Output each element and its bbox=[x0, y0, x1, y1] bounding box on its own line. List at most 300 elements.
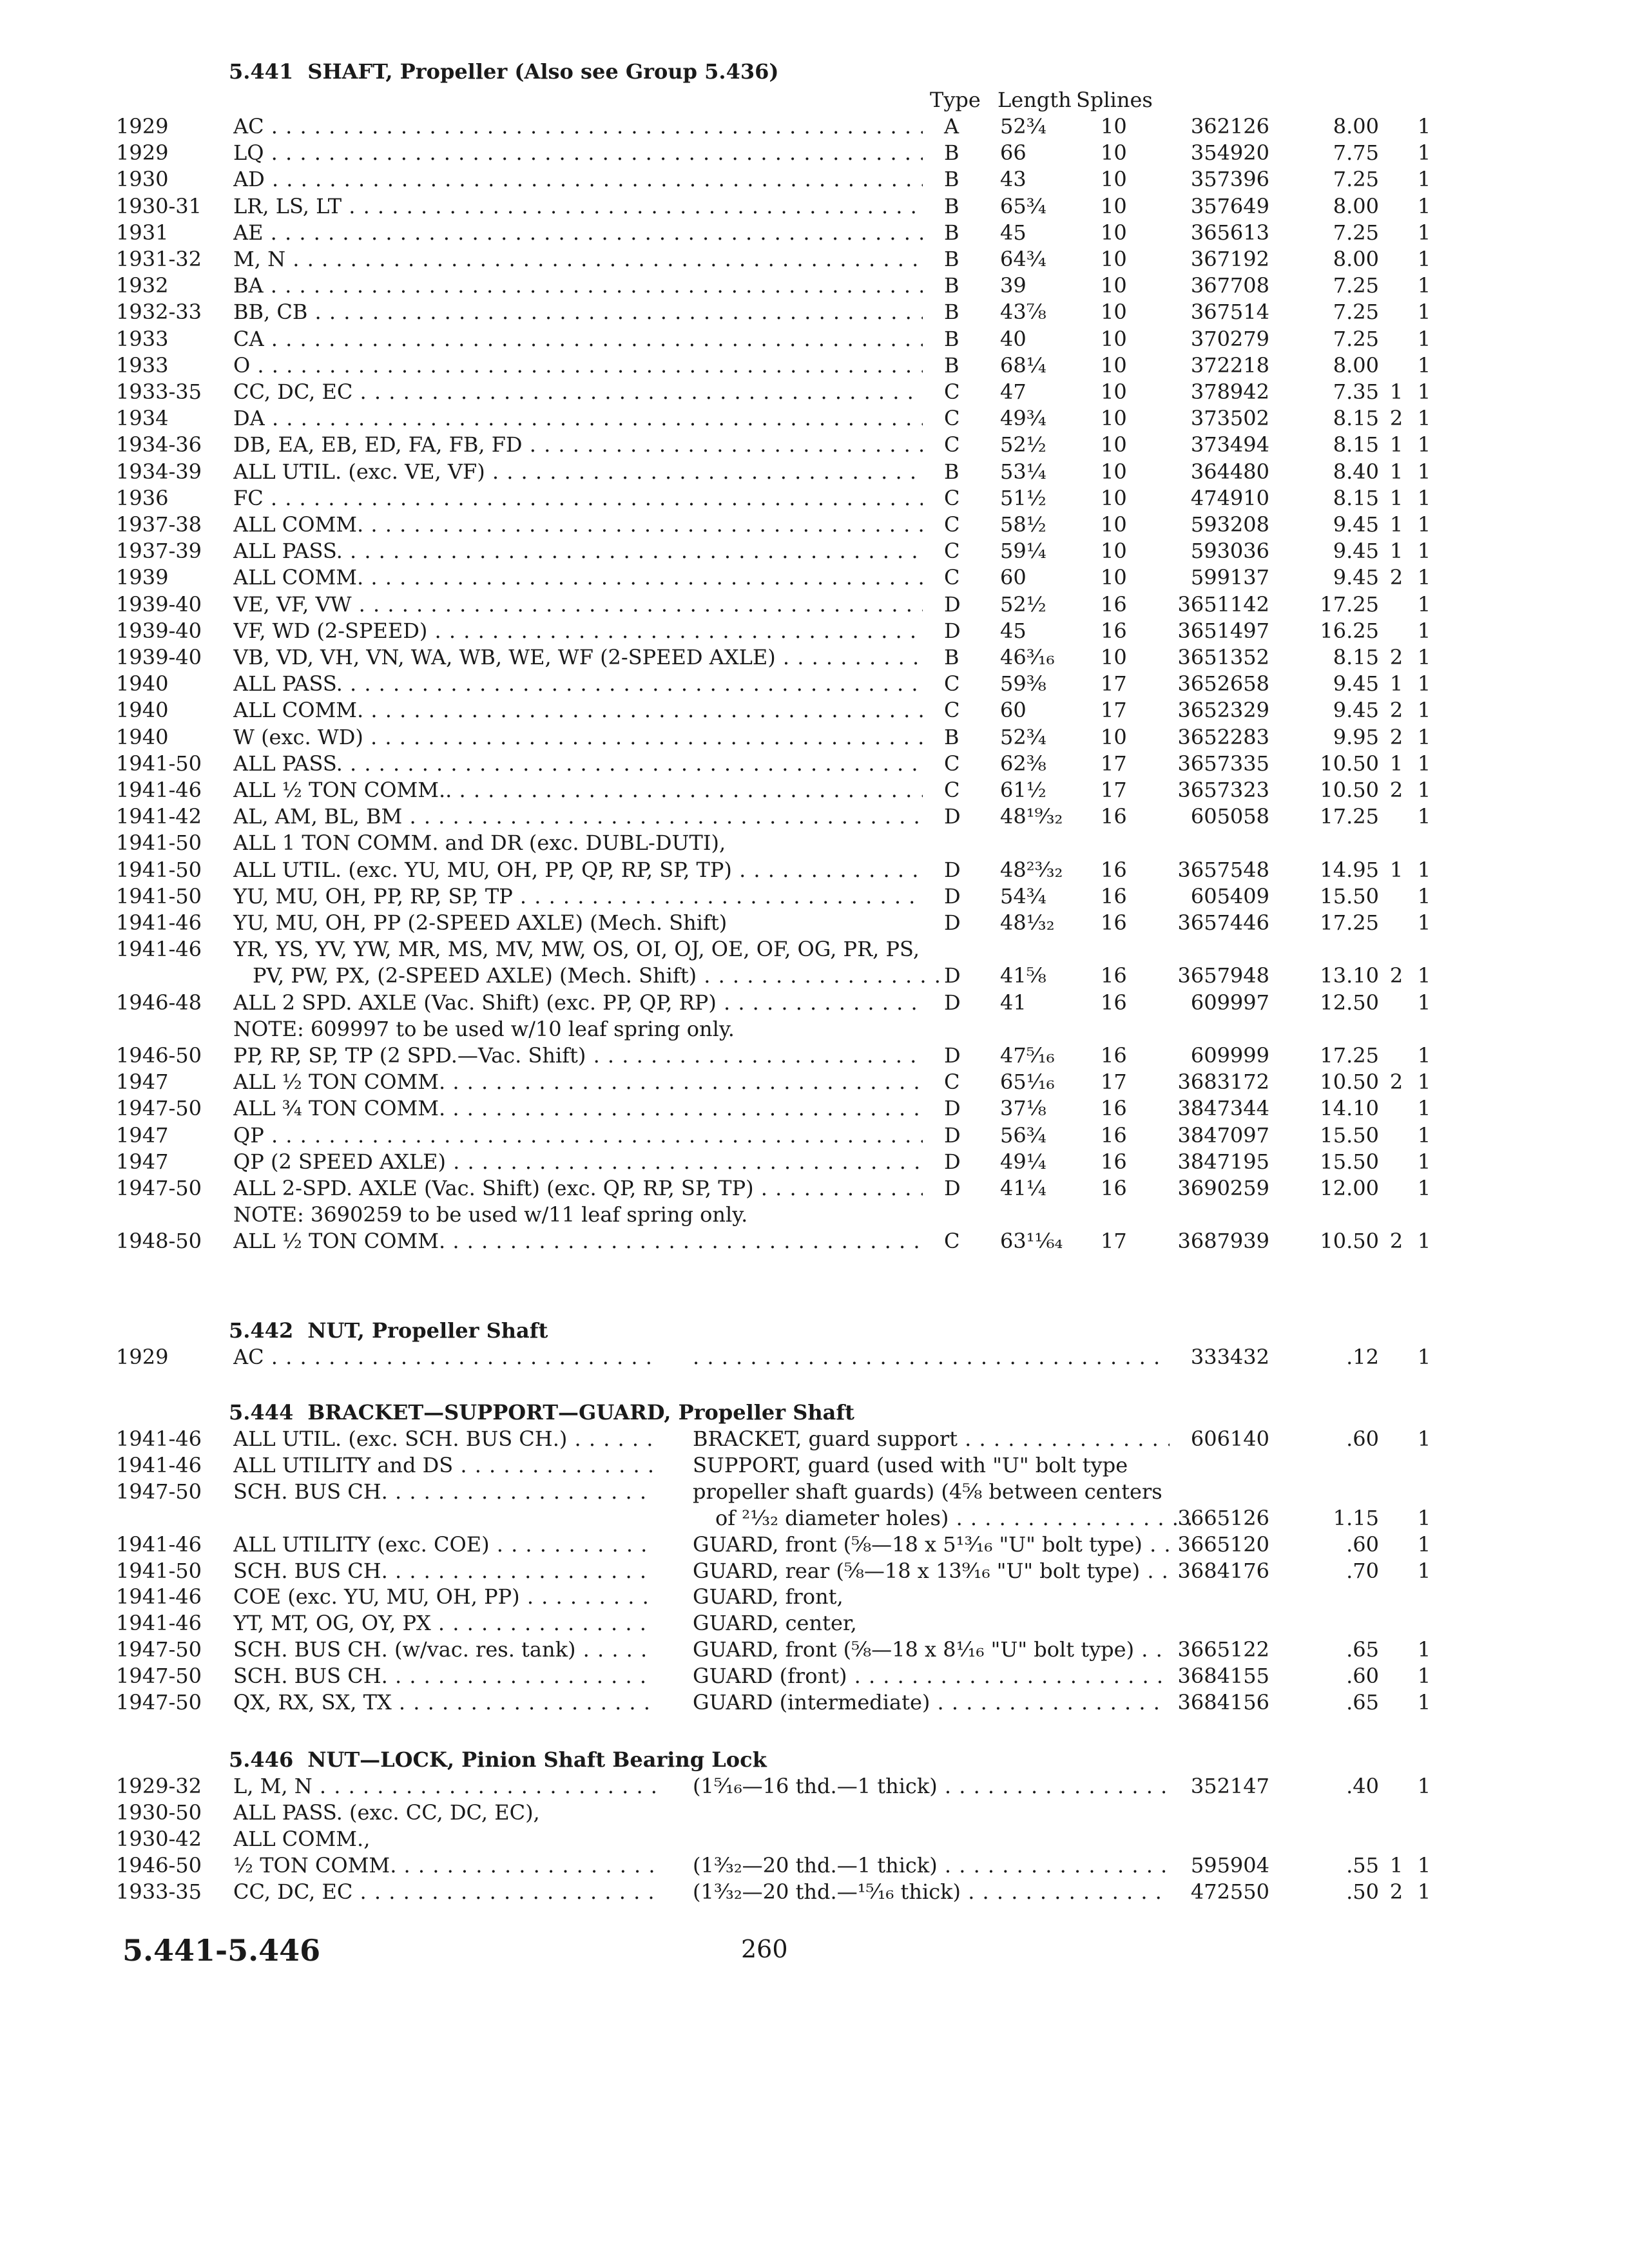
quantity-cell: 1 bbox=[1389, 432, 1403, 457]
quantity-cell: 1 bbox=[1417, 910, 1431, 935]
quantity-cell: 1 bbox=[1417, 1532, 1431, 1557]
year-cell: 1946-48 bbox=[116, 990, 202, 1015]
type-cell: C bbox=[944, 485, 960, 510]
splines-cell: 17 bbox=[1101, 1070, 1127, 1095]
quantity-cell: 1 bbox=[1417, 485, 1431, 510]
models-cell: SCH. BUS CH. (w/vac. res. tank) . . . bbox=[233, 1637, 655, 1662]
price-cell: 9.45 bbox=[1333, 698, 1379, 723]
length-cell: 41⅝ bbox=[1000, 963, 1046, 988]
quantity-cell: 1 bbox=[1417, 591, 1431, 617]
models-cell: ALL UTILITY (exc. COE) . . . bbox=[233, 1532, 655, 1557]
year-cell: 1941-46 bbox=[116, 1452, 202, 1477]
models-cell: VE, VF, VW . . . bbox=[233, 591, 923, 617]
part-number-cell: 378942 bbox=[1190, 380, 1269, 404]
part-number-cell: 362126 bbox=[1190, 114, 1269, 139]
year-cell: 1929 bbox=[116, 1345, 169, 1369]
part-number-cell: 3651352 bbox=[1177, 645, 1269, 669]
splines-cell: 10 bbox=[1101, 193, 1127, 218]
quantity-cell: 1 bbox=[1417, 645, 1431, 669]
table-row bbox=[0, 352, 1629, 378]
section-number: 5.441 bbox=[229, 59, 294, 84]
quantity-cell: 2 bbox=[1389, 698, 1403, 723]
type-cell: D bbox=[944, 1122, 961, 1148]
splines-cell: 16 bbox=[1101, 910, 1127, 935]
quantity-cell: 1 bbox=[1417, 247, 1431, 271]
quantity-cell: 1 bbox=[1417, 140, 1431, 166]
year-cell: 1941-46 bbox=[116, 1532, 202, 1557]
length-cell: 64¾ bbox=[1000, 247, 1046, 271]
type-cell: C bbox=[944, 512, 960, 537]
table-row bbox=[0, 1479, 1629, 1504]
price-cell: 13.10 bbox=[1320, 963, 1379, 988]
models-cell: NOTE: 3690259 to be used w/11 leaf spring only. bbox=[233, 1202, 748, 1227]
table-row bbox=[0, 1637, 1629, 1662]
models-cell: YR, YS, YV, YW, MR, MS, MV, MW, OS, OI, OJ, OE, OF, OG, PR, PS, bbox=[233, 937, 920, 962]
quantity-cell: 2 bbox=[1389, 778, 1403, 802]
table-row bbox=[0, 1663, 1629, 1689]
quantity-cell: 1 bbox=[1417, 406, 1431, 431]
year-cell: 1937-39 bbox=[116, 539, 202, 564]
quantity-cell: 2 bbox=[1389, 1229, 1403, 1254]
quantity-cell: 1 bbox=[1417, 380, 1431, 404]
quantity-cell: 1 bbox=[1417, 539, 1431, 564]
type-cell: B bbox=[944, 300, 959, 325]
part-number-cell: 593036 bbox=[1190, 539, 1269, 564]
quantity-cell: 1 bbox=[1417, 167, 1431, 192]
splines-cell: 16 bbox=[1101, 1043, 1127, 1068]
length-cell: 62⅜ bbox=[1000, 751, 1046, 776]
models-cell: QP (2 SPEED AXLE) . . . bbox=[233, 1149, 923, 1175]
quantity-cell: 1 bbox=[1417, 1879, 1431, 1904]
year-cell: 1930 bbox=[116, 167, 169, 192]
year-cell: 1940 bbox=[116, 724, 169, 749]
description-cell: propeller shaft guards) (4⅝ between centers bbox=[693, 1479, 1162, 1504]
length-cell: 59¼ bbox=[1000, 539, 1046, 564]
section-name: NUT, Propeller Shaft bbox=[307, 1318, 548, 1343]
year-cell: 1941-50 bbox=[116, 883, 202, 908]
year-cell: 1934-36 bbox=[116, 432, 202, 457]
length-cell: 46³⁄₁₆ bbox=[1000, 645, 1055, 669]
part-number-cell: 3657335 bbox=[1177, 751, 1269, 776]
length-cell: 45 bbox=[1000, 220, 1027, 245]
table-row bbox=[0, 936, 1629, 962]
price-cell: 12.00 bbox=[1320, 1176, 1379, 1200]
price-cell: 7.25 bbox=[1333, 326, 1379, 351]
splines-cell: 16 bbox=[1101, 1149, 1127, 1174]
table-row bbox=[0, 697, 1629, 723]
splines-cell: 10 bbox=[1101, 539, 1127, 564]
length-cell: 59⅜ bbox=[1000, 671, 1046, 697]
splines-cell: 10 bbox=[1101, 406, 1127, 431]
table-row bbox=[0, 564, 1629, 590]
quantity-cell: 1 bbox=[1389, 671, 1403, 697]
year-cell: 1947-50 bbox=[116, 1664, 202, 1689]
models-cell: SCH. BUS CH. . . . bbox=[233, 1663, 655, 1689]
type-cell: C bbox=[944, 698, 960, 723]
splines-cell: 10 bbox=[1101, 326, 1127, 351]
models-cell: ALL UTILITY and DS . . . bbox=[233, 1452, 655, 1478]
quantity-cell: 1 bbox=[1417, 300, 1431, 325]
year-cell: 1941-46 bbox=[116, 1584, 202, 1610]
year-cell: 1947 bbox=[116, 1149, 169, 1174]
models-cell: ALL ½ TON COMM. . . . bbox=[233, 1069, 923, 1095]
year-cell: 1937-38 bbox=[116, 512, 202, 537]
year-cell: 1929-32 bbox=[116, 1774, 202, 1798]
table-row bbox=[0, 1043, 1629, 1068]
part-number-cell: 3847344 bbox=[1177, 1096, 1269, 1121]
table-row bbox=[0, 910, 1629, 936]
quantity-cell: 1 bbox=[1417, 1122, 1431, 1148]
length-cell: 65¾ bbox=[1000, 193, 1046, 218]
table-row bbox=[0, 432, 1629, 457]
models-cell: ALL PASS. . . . bbox=[233, 671, 923, 697]
year-cell: 1941-50 bbox=[116, 831, 202, 856]
table-row bbox=[0, 1852, 1629, 1878]
length-cell: 63¹¹⁄₆₄ bbox=[1000, 1229, 1063, 1254]
table-row bbox=[0, 379, 1629, 405]
part-number-cell: 609999 bbox=[1190, 1043, 1269, 1068]
type-cell: B bbox=[944, 645, 959, 669]
part-number-cell: 3684156 bbox=[1177, 1690, 1269, 1715]
models-cell: ALL 2 SPD. AXLE (Vac. Shift) (exc. PP, QP, RP) . . . bbox=[233, 990, 923, 1015]
part-number-cell: 352147 bbox=[1190, 1774, 1269, 1798]
length-cell: 48¹⁄₃₂ bbox=[1000, 910, 1055, 935]
quantity-cell: 1 bbox=[1389, 539, 1403, 564]
models-cell: DB, EA, EB, ED, FA, FB, FD . . . bbox=[233, 432, 923, 457]
quantity-cell: 1 bbox=[1417, 1427, 1431, 1451]
table-row bbox=[0, 1558, 1629, 1584]
table-row bbox=[0, 1175, 1629, 1201]
splines-cell: 16 bbox=[1101, 990, 1127, 1015]
year-cell: 1940 bbox=[116, 671, 169, 697]
length-cell: 68¼ bbox=[1000, 352, 1046, 378]
table-row bbox=[0, 591, 1629, 617]
price-cell: .65 bbox=[1346, 1690, 1379, 1715]
splines-cell: 10 bbox=[1101, 352, 1127, 378]
price-cell: 8.40 bbox=[1333, 459, 1379, 484]
type-cell: B bbox=[944, 352, 959, 378]
price-cell: 14.10 bbox=[1320, 1096, 1379, 1121]
models-cell: ALL 1 TON COMM. and DR (exc. DUBL-DUTI), bbox=[233, 831, 726, 856]
price-cell: .65 bbox=[1346, 1637, 1379, 1662]
length-cell: 60 bbox=[1000, 565, 1027, 590]
section-name: SHAFT, Propeller (Also see Group 5.436) bbox=[307, 59, 779, 84]
quantity-cell: 1 bbox=[1417, 1505, 1431, 1530]
table-row bbox=[0, 830, 1629, 856]
section-title-5446 bbox=[229, 1747, 767, 1772]
year-cell: 1941-50 bbox=[116, 857, 202, 882]
table-row bbox=[0, 724, 1629, 750]
type-cell: D bbox=[944, 910, 961, 935]
table-row bbox=[0, 220, 1629, 245]
year-cell: 1930-50 bbox=[116, 1800, 202, 1825]
type-cell: C bbox=[944, 1229, 960, 1254]
models-cell: BA . . . bbox=[233, 273, 923, 298]
year-cell: 1947 bbox=[116, 1122, 169, 1148]
length-cell: 41¼ bbox=[1000, 1176, 1046, 1200]
models-cell: O . . . bbox=[233, 352, 923, 378]
splines-cell: 10 bbox=[1101, 459, 1127, 484]
year-cell: 1931 bbox=[116, 220, 169, 245]
models-cell: AC . . . bbox=[233, 1344, 655, 1370]
part-number-cell: 3847097 bbox=[1177, 1122, 1269, 1148]
year-cell: 1941-46 bbox=[116, 937, 202, 962]
quantity-cell: 1 bbox=[1389, 857, 1403, 882]
quantity-cell: 1 bbox=[1417, 1149, 1431, 1174]
splines-cell: 10 bbox=[1101, 485, 1127, 510]
quantity-cell: 1 bbox=[1417, 724, 1431, 749]
year-cell: 1948-50 bbox=[116, 1229, 202, 1254]
part-number-cell: 364480 bbox=[1190, 459, 1269, 484]
models-cell: QP . . . bbox=[233, 1122, 923, 1148]
price-cell: 17.25 bbox=[1320, 804, 1379, 829]
part-number-cell: 3657323 bbox=[1177, 778, 1269, 802]
length-cell: 65¹⁄₁₆ bbox=[1000, 1070, 1055, 1095]
part-number-cell: 3683172 bbox=[1177, 1070, 1269, 1095]
section-name: NUT—LOCK, Pinion Shaft Bearing Lock bbox=[307, 1747, 767, 1772]
price-cell: 8.00 bbox=[1333, 352, 1379, 378]
models-cell: ALL COMM. . . . bbox=[233, 697, 923, 723]
length-cell: 61½ bbox=[1000, 778, 1046, 802]
splines-cell: 16 bbox=[1101, 1176, 1127, 1200]
type-cell: A bbox=[944, 114, 959, 139]
part-number-cell: 593208 bbox=[1190, 512, 1269, 537]
price-cell: 8.00 bbox=[1333, 193, 1379, 218]
splines-cell: 16 bbox=[1101, 883, 1127, 908]
table-row bbox=[0, 405, 1629, 431]
quantity-cell: 1 bbox=[1417, 671, 1431, 697]
quantity-cell: 1 bbox=[1389, 751, 1403, 776]
splines-cell: 16 bbox=[1101, 1122, 1127, 1148]
table-row bbox=[0, 1095, 1629, 1121]
models-cell: ALL ½ TON COMM.. . . . bbox=[233, 777, 923, 803]
models-cell: LR, LS, LT . . . bbox=[233, 193, 923, 219]
quantity-cell: 2 bbox=[1389, 565, 1403, 590]
type-cell: C bbox=[944, 671, 960, 697]
quantity-cell: 1 bbox=[1389, 485, 1403, 510]
page-number: 260 bbox=[741, 1935, 788, 1963]
splines-cell: 10 bbox=[1101, 645, 1127, 669]
price-cell: 10.50 bbox=[1320, 778, 1379, 802]
type-cell: B bbox=[944, 220, 959, 245]
type-cell: C bbox=[944, 406, 960, 431]
type-cell: D bbox=[944, 1149, 961, 1174]
part-number-cell: 367708 bbox=[1190, 273, 1269, 298]
quantity-cell: 1 bbox=[1417, 1690, 1431, 1715]
quantity-cell: 1 bbox=[1389, 1853, 1403, 1878]
part-number-cell: 357649 bbox=[1190, 193, 1269, 218]
description-cell: GUARD, front (⅝—18 x 8¹⁄₁₆ "U" bolt type) . . . bbox=[693, 1637, 1170, 1662]
length-cell: 37⅛ bbox=[1000, 1096, 1046, 1121]
table-row bbox=[0, 1879, 1629, 1905]
quantity-cell: 2 bbox=[1389, 724, 1403, 749]
price-cell: 8.15 bbox=[1333, 432, 1379, 457]
quantity-cell: 1 bbox=[1417, 273, 1431, 298]
part-number-cell: 372218 bbox=[1190, 352, 1269, 378]
price-cell: 8.15 bbox=[1333, 485, 1379, 510]
price-cell: 17.25 bbox=[1320, 1043, 1379, 1068]
part-number-cell: 333432 bbox=[1190, 1345, 1269, 1369]
length-cell: 41 bbox=[1000, 990, 1027, 1015]
length-cell: 49¼ bbox=[1000, 1149, 1046, 1174]
quantity-cell: 1 bbox=[1417, 1637, 1431, 1662]
part-number-cell: 606140 bbox=[1190, 1427, 1269, 1451]
section-number: 5.442 bbox=[229, 1318, 294, 1343]
column-header-splines: Splines bbox=[1076, 88, 1153, 112]
part-number-cell: 367192 bbox=[1190, 247, 1269, 271]
column-header-type: Type bbox=[930, 88, 981, 112]
models-cell: PV, PW, PX, (2-SPEED AXLE) (Mech. Shift) . . . bbox=[253, 963, 942, 988]
type-cell: D bbox=[944, 857, 961, 882]
table-row bbox=[0, 1773, 1629, 1799]
models-cell: BB, CB . . . bbox=[233, 299, 923, 325]
models-cell: CC, DC, EC . . . bbox=[233, 1879, 655, 1905]
quantity-cell: 1 bbox=[1417, 326, 1431, 351]
quantity-cell: 1 bbox=[1417, 1664, 1431, 1689]
year-cell: 1940 bbox=[116, 698, 169, 723]
price-cell: .40 bbox=[1346, 1774, 1379, 1798]
splines-cell: 10 bbox=[1101, 724, 1127, 749]
models-cell: M, N . . . bbox=[233, 246, 923, 272]
models-cell: YT, MT, OG, OY, PX . . . bbox=[233, 1610, 655, 1636]
quantity-cell: 1 bbox=[1417, 883, 1431, 908]
length-cell: 60 bbox=[1000, 698, 1027, 723]
year-cell: 1930-31 bbox=[116, 193, 202, 218]
length-cell: 56¾ bbox=[1000, 1122, 1046, 1148]
table-row bbox=[0, 963, 1629, 988]
splines-cell: 10 bbox=[1101, 273, 1127, 298]
part-number-cell: 357396 bbox=[1190, 167, 1269, 192]
quantity-cell: 1 bbox=[1417, 804, 1431, 829]
length-cell: 48²³⁄₃₂ bbox=[1000, 857, 1063, 882]
length-cell: 53¼ bbox=[1000, 459, 1046, 484]
year-cell: 1947-50 bbox=[116, 1637, 202, 1662]
models-cell: PP, RP, SP, TP (2 SPD.—Vac. Shift) . . . bbox=[233, 1043, 923, 1068]
models-cell: ALL UTIL. (exc. VE, VF) . . . bbox=[233, 459, 923, 485]
year-cell: 1939-40 bbox=[116, 645, 202, 669]
splines-cell: 10 bbox=[1101, 565, 1127, 590]
quantity-cell: 1 bbox=[1417, 114, 1431, 139]
table-row bbox=[0, 1149, 1629, 1175]
column-header-length: Length bbox=[998, 88, 1072, 112]
table-row bbox=[0, 777, 1629, 803]
splines-cell: 10 bbox=[1101, 167, 1127, 192]
models-cell: AE . . . bbox=[233, 220, 923, 245]
year-cell: 1934-39 bbox=[116, 459, 202, 484]
part-number-cell: 3651142 bbox=[1177, 591, 1269, 617]
table-row bbox=[0, 1344, 1629, 1370]
models-cell: AD . . . bbox=[233, 166, 923, 192]
part-number-cell: 474910 bbox=[1190, 485, 1269, 510]
quantity-cell: 1 bbox=[1417, 352, 1431, 378]
year-cell: 1929 bbox=[116, 140, 169, 166]
table-row bbox=[0, 1800, 1629, 1825]
part-number-cell: 3690259 bbox=[1177, 1176, 1269, 1200]
splines-cell: 16 bbox=[1101, 591, 1127, 617]
part-number-cell: 354920 bbox=[1190, 140, 1269, 166]
length-cell: 39 bbox=[1000, 273, 1027, 298]
price-cell: .60 bbox=[1346, 1532, 1379, 1557]
table-row bbox=[0, 671, 1629, 697]
splines-cell: 10 bbox=[1101, 380, 1127, 404]
part-number-cell: 605409 bbox=[1190, 883, 1269, 908]
part-number-cell: 595904 bbox=[1190, 1853, 1269, 1878]
splines-cell: 10 bbox=[1101, 247, 1127, 271]
models-cell: YU, MU, OH, PP, RP, SP, TP . . . bbox=[233, 883, 923, 909]
year-cell: 1941-46 bbox=[116, 910, 202, 935]
quantity-cell: 2 bbox=[1389, 1070, 1403, 1095]
models-cell: ALL UTIL. (exc. YU, MU, OH, PP, QP, RP, SP, TP) . . . bbox=[233, 857, 923, 883]
year-cell: 1932 bbox=[116, 273, 169, 298]
type-cell: D bbox=[944, 883, 961, 908]
quantity-cell: 2 bbox=[1389, 963, 1403, 988]
length-cell: 40 bbox=[1000, 326, 1027, 351]
section-title-5441 bbox=[229, 59, 779, 84]
year-cell: 1930-42 bbox=[116, 1827, 202, 1851]
price-cell: .12 bbox=[1346, 1345, 1379, 1369]
quantity-cell: 1 bbox=[1389, 459, 1403, 484]
year-cell: 1931-32 bbox=[116, 247, 202, 271]
models-cell: ALL 2-SPD. AXLE (Vac. Shift) (exc. QP, RP, SP, TP) . . . bbox=[233, 1175, 923, 1201]
year-cell: 1934 bbox=[116, 406, 169, 431]
description-cell bbox=[693, 1344, 1170, 1370]
table-row bbox=[0, 1826, 1629, 1852]
quantity-cell: 1 bbox=[1417, 459, 1431, 484]
part-number-cell: 373494 bbox=[1190, 432, 1269, 457]
quantity-cell: 1 bbox=[1417, 1558, 1431, 1583]
type-cell: C bbox=[944, 1070, 960, 1095]
models-cell: AC . . . bbox=[233, 113, 923, 139]
table-row bbox=[0, 326, 1629, 352]
part-number-cell: 367514 bbox=[1190, 300, 1269, 325]
part-number-cell: 365613 bbox=[1190, 220, 1269, 245]
price-cell: .60 bbox=[1346, 1664, 1379, 1689]
description-cell: GUARD, front (⅝—18 x 5¹³⁄₁₆ "U" bolt type) . . . bbox=[693, 1532, 1170, 1557]
models-cell: ALL ½ TON COMM. . . . bbox=[233, 1228, 923, 1254]
models-cell: ALL COMM., bbox=[233, 1827, 371, 1851]
year-cell: 1947 bbox=[116, 1070, 169, 1095]
price-cell: 9.45 bbox=[1333, 565, 1379, 590]
type-cell: B bbox=[944, 167, 959, 192]
part-number-cell: 472550 bbox=[1190, 1879, 1269, 1904]
table-row bbox=[0, 1228, 1629, 1254]
price-cell: 10.50 bbox=[1320, 1229, 1379, 1254]
price-cell: 15.50 bbox=[1320, 1122, 1379, 1148]
table-row bbox=[0, 751, 1629, 776]
type-cell: C bbox=[944, 565, 960, 590]
section-title-5442 bbox=[229, 1318, 548, 1343]
table-row bbox=[0, 1689, 1629, 1715]
description-cell: (1⁵⁄₁₆—16 thd.—1 thick) . . . bbox=[693, 1773, 1170, 1799]
type-cell: B bbox=[944, 140, 959, 166]
price-cell: 8.15 bbox=[1333, 406, 1379, 431]
year-cell: 1933-35 bbox=[116, 380, 202, 404]
models-cell: CA . . . bbox=[233, 326, 923, 352]
models-cell: CC, DC, EC . . . bbox=[233, 379, 923, 405]
part-number-cell: 3665120 bbox=[1177, 1532, 1269, 1557]
part-number-cell: 3684176 bbox=[1177, 1558, 1269, 1583]
description-cell: GUARD, front, bbox=[693, 1584, 843, 1610]
table-row bbox=[0, 1584, 1629, 1610]
quantity-cell: 2 bbox=[1389, 406, 1403, 431]
quantity-cell: 1 bbox=[1389, 512, 1403, 537]
year-cell: 1933 bbox=[116, 352, 169, 378]
price-cell: 10.50 bbox=[1320, 1070, 1379, 1095]
models-cell: FC . . . bbox=[233, 485, 923, 511]
part-number-cell: 609997 bbox=[1190, 990, 1269, 1015]
quantity-cell: 1 bbox=[1417, 1229, 1431, 1254]
models-cell: ALL PASS. . . . bbox=[233, 538, 923, 564]
